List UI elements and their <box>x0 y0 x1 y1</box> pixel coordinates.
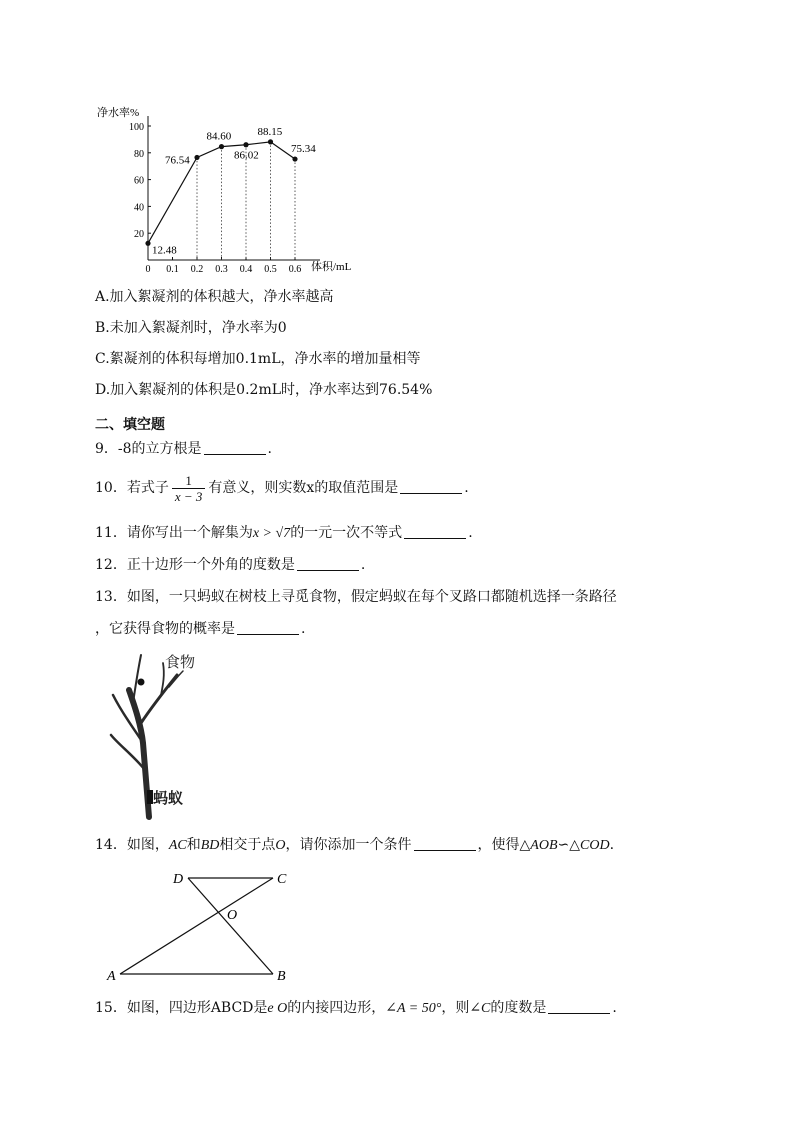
data-point <box>243 142 248 147</box>
q11-math: x > √7 <box>252 526 291 541</box>
q14-and: 和 <box>186 837 201 853</box>
segment-ca <box>120 878 273 974</box>
question-13-line1: 13．如图，一只蚂蚁在树枝上寻觅食物，假定蚂蚁在每个叉路口都随机选择一条路径 <box>95 589 617 605</box>
data-point <box>292 156 297 161</box>
question-15 <box>95 997 617 1020</box>
y-tick-label: 20 <box>134 229 144 241</box>
x-tick-label: 0.2 <box>190 264 204 275</box>
x-tick-label: 0.4 <box>239 264 253 275</box>
y-tick-label: 100 <box>129 122 144 133</box>
q14-bd: BD <box>200 838 220 853</box>
question-13-line2 <box>95 618 305 640</box>
data-point <box>219 144 224 149</box>
label-c: C <box>277 872 287 887</box>
q15-answer-blank[interactable] <box>548 999 610 1014</box>
data-label: 76.54 <box>165 154 190 167</box>
option-c: C.絮凝剂的体积每增加0.1mL，净水率的增加量相等 <box>95 351 421 367</box>
option-a: A.加入絮凝剂的体积越大，净水率越高 <box>95 289 334 305</box>
q12-end: . <box>360 557 366 573</box>
section-title: 二、填空题 <box>95 417 165 433</box>
data-label: 88.15 <box>257 125 283 138</box>
q15-post: ，则 <box>441 1000 470 1016</box>
q14-answer-blank[interactable] <box>414 836 476 851</box>
data-label: 12.48 <box>152 244 177 257</box>
q15-circle: e O <box>267 1001 288 1016</box>
q14-pre: 14．如图， <box>95 837 169 853</box>
q15-pre: 15．如图，四边形ABCD是 <box>95 1000 268 1016</box>
x-tick-label: 0.6 <box>288 264 302 275</box>
q13-answer-blank[interactable] <box>237 620 299 635</box>
y-tick-label: 40 <box>134 202 144 214</box>
y-tick-label: 60 <box>134 175 144 187</box>
label-o: O <box>227 908 238 923</box>
q13-end: . <box>301 621 306 637</box>
q10-denominator: x − 3 <box>174 488 203 504</box>
q10-answer-blank[interactable] <box>400 479 462 494</box>
q14-mid2: ，请你添加一个条件 <box>285 837 412 853</box>
question-12 <box>95 554 365 576</box>
ant-mark <box>147 790 153 804</box>
x-tick-label: 0.5 <box>264 264 277 275</box>
intersecting-segments-figure <box>105 868 305 986</box>
question-11 <box>95 522 473 545</box>
water-purification-chart <box>95 100 365 275</box>
question-10 <box>95 466 469 510</box>
q11-answer-blank[interactable] <box>404 524 466 539</box>
q14-o: O <box>275 838 286 853</box>
q15-angle-c: ∠C <box>469 1001 491 1016</box>
q13-line2: ，它获得食物的概率是 <box>95 621 235 637</box>
chart-ylabel: 净水率% <box>97 107 140 119</box>
data-point <box>194 155 199 160</box>
q14-mid: 相交于点 <box>219 837 276 853</box>
q9-text: 9．-8的立方根是 <box>95 441 202 457</box>
question-9 <box>95 438 272 460</box>
option-d: D.加入絮凝剂的体积是0.2mL时，净水率达到76.54% <box>95 382 433 398</box>
q11-pre: 11．请你写出一个解集为 <box>95 525 253 541</box>
data-label: 75.34 <box>291 143 316 156</box>
data-point <box>268 139 273 144</box>
segment-db <box>188 878 273 974</box>
q9-end: . <box>267 441 272 457</box>
question-14 <box>95 834 614 857</box>
q15-angle: ∠A = 50° <box>385 1001 442 1016</box>
q10-post: 有意义，则实数x的取值范围是 <box>208 480 399 496</box>
q10-end: . <box>464 480 469 496</box>
q14-post: ，使得 <box>477 837 520 853</box>
q15-post2: 的度数是 <box>490 1000 547 1016</box>
food-label: 食物 <box>165 655 196 671</box>
q11-end: . <box>468 525 473 541</box>
x-tick-label: 0.3 <box>215 264 228 275</box>
data-label: 86.02 <box>234 149 259 162</box>
ant-label: 蚂蚁 <box>153 791 184 807</box>
q15-end: . <box>612 1000 617 1016</box>
food-dot <box>138 679 145 686</box>
q10-pre: 10．若式子 <box>95 480 169 496</box>
data-point <box>145 241 150 246</box>
q10-fraction <box>172 473 206 504</box>
chart-xlabel: 体积/mL <box>311 261 352 273</box>
option-b: B.未加入絮凝剂时，净水率为0 <box>95 320 287 336</box>
label-d: D <box>173 872 184 887</box>
q12-text: 12．正十边形一个外角的度数是 <box>95 557 295 573</box>
q12-answer-blank[interactable] <box>297 556 359 571</box>
q15-mid: 的内接四边形， <box>287 1000 386 1016</box>
tree-branch-figure <box>105 645 225 825</box>
q14-math: △AOB∽△COD <box>519 838 610 853</box>
label-b: B <box>277 969 286 984</box>
y-tick-label: 80 <box>134 148 144 160</box>
q9-answer-blank[interactable] <box>204 440 266 455</box>
label-a: A <box>107 969 116 984</box>
x-tick-label: 0.1 <box>166 264 179 275</box>
q14-end: . <box>609 837 615 853</box>
q10-numerator: 1 <box>172 473 206 489</box>
q11-post: 的一元一次不等式 <box>290 525 403 541</box>
data-label: 84.60 <box>206 130 232 143</box>
q14-ac: AC <box>168 838 187 853</box>
x-tick-label: 0 <box>145 264 151 275</box>
